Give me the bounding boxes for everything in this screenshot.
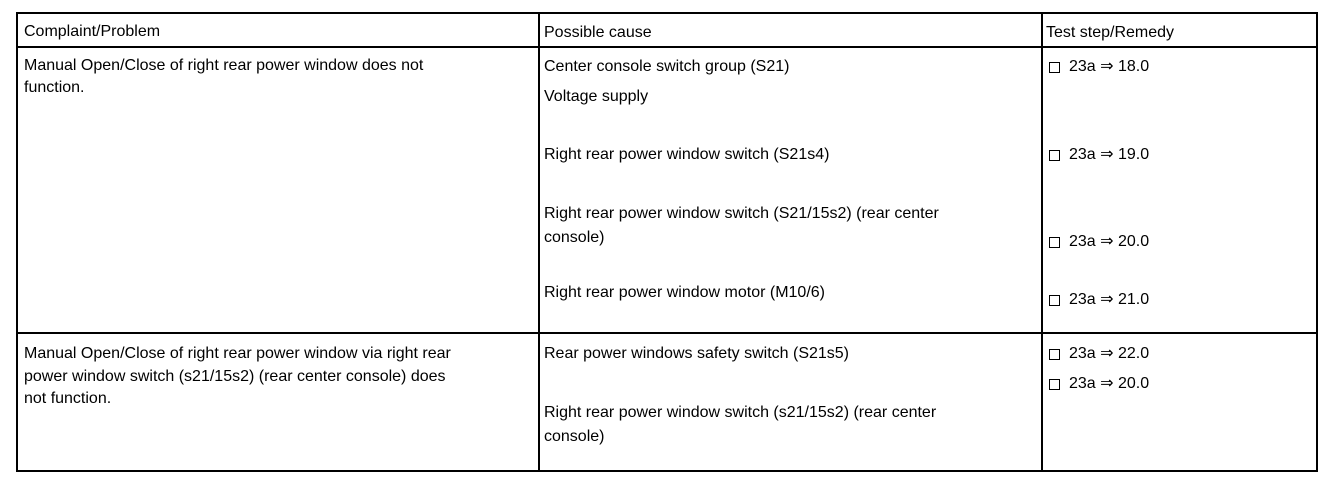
remedy-text: 23a ⇒ 20.0	[1069, 233, 1150, 250]
row2-cause: console)	[544, 428, 605, 445]
row2-remedy	[1049, 373, 1149, 395]
row1-complaint-line: function.	[24, 79, 85, 96]
checkbox-icon	[1049, 237, 1060, 248]
row-divider	[18, 332, 1316, 334]
checkbox-icon	[1049, 62, 1060, 73]
checkbox-icon	[1049, 150, 1060, 161]
remedy-text: 23a ⇒ 22.0	[1069, 345, 1150, 362]
row2-complaint-line: not function.	[24, 390, 112, 407]
diagnosis-table	[16, 12, 1318, 472]
row1-remedy	[1049, 231, 1149, 253]
header-complaint: Complaint/Problem	[24, 23, 161, 40]
remedy-text: 23a ⇒ 20.0	[1069, 375, 1150, 392]
remedy-text: 23a ⇒ 21.0	[1069, 291, 1150, 308]
remedy-text: 23a ⇒ 18.0	[1069, 58, 1150, 75]
header-divider	[18, 46, 1316, 48]
row2-remedy	[1049, 343, 1149, 365]
row1-cause: console)	[544, 229, 605, 246]
header-remedy: Test step/Remedy	[1046, 24, 1175, 41]
remedy-text: 23a ⇒ 19.0	[1069, 146, 1150, 163]
row1-cause: Voltage supply	[544, 88, 649, 105]
row1-cause: Right rear power window motor (M10/6)	[544, 284, 825, 301]
row1-remedy	[1049, 56, 1149, 78]
column-divider	[538, 14, 540, 470]
row2-cause: Right rear power window switch (s21/15s2) (rear center	[544, 404, 937, 421]
row1-complaint-line: Manual Open/Close of right rear power window does not	[24, 57, 424, 74]
column-divider	[1041, 14, 1043, 470]
row1-cause: Right rear power window switch (S21s4)	[544, 146, 830, 163]
row1-cause: Center console switch group (S21)	[544, 58, 790, 75]
row1-remedy	[1049, 144, 1149, 166]
checkbox-icon	[1049, 295, 1060, 306]
row2-complaint-line: Manual Open/Close of right rear power window via right rear	[24, 345, 451, 362]
row1-cause: Right rear power window switch (S21/15s2) (rear center	[544, 205, 939, 222]
row2-cause: Rear power windows safety switch (S21s5)	[544, 345, 850, 362]
checkbox-icon	[1049, 379, 1060, 390]
header-cause: Possible cause	[544, 24, 652, 41]
row1-remedy	[1049, 289, 1149, 311]
row2-complaint-line: power window switch (s21/15s2) (rear center console) does	[24, 368, 446, 385]
checkbox-icon	[1049, 349, 1060, 360]
